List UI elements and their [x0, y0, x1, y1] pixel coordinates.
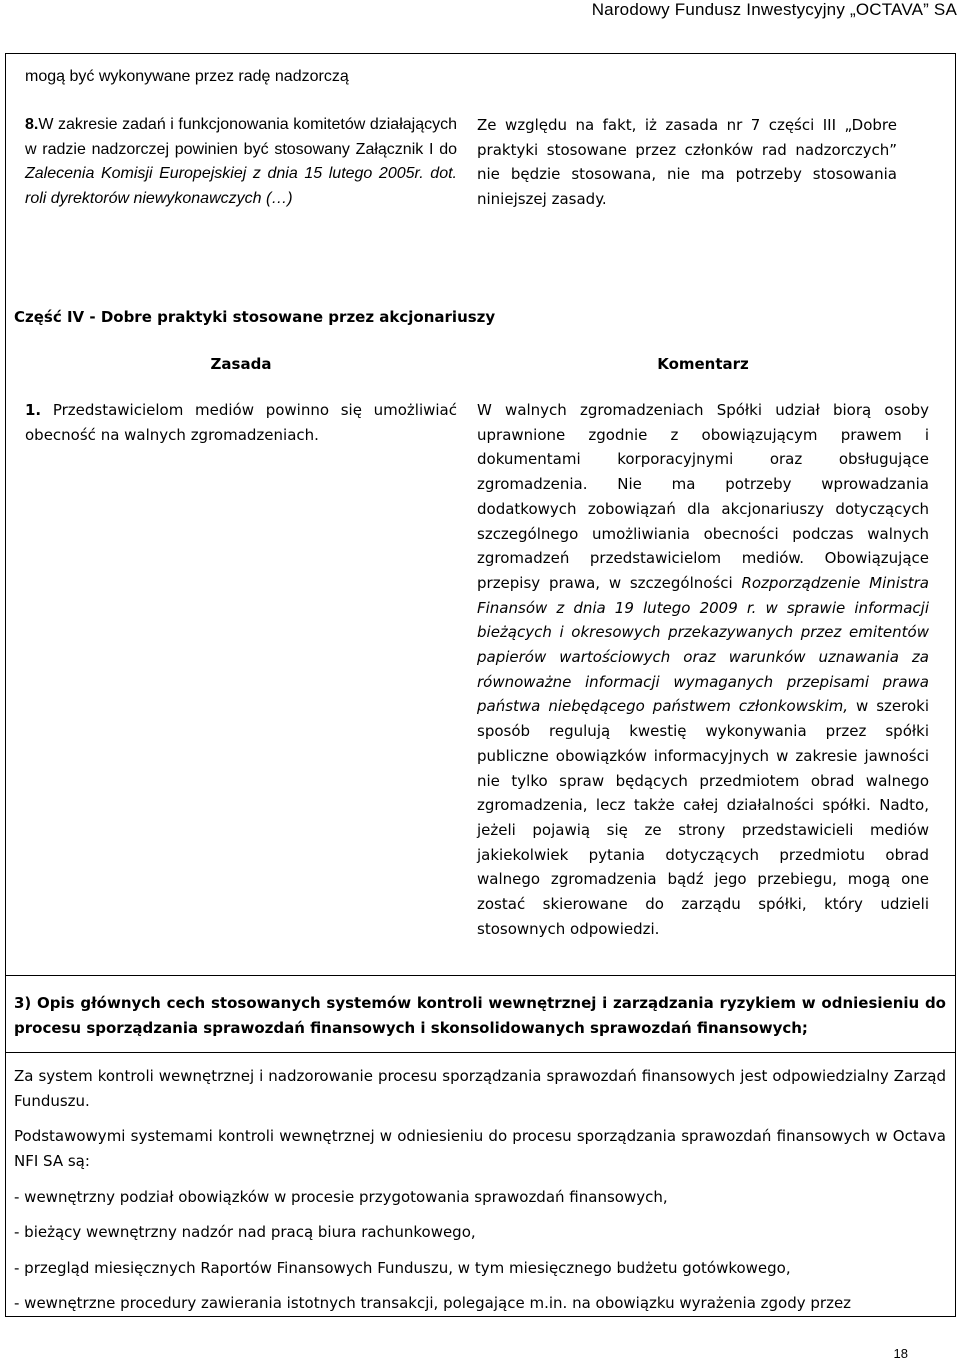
rule-8-number: 8.	[25, 116, 39, 133]
rule-1-text	[25, 398, 457, 447]
bullet-item: - bieżący wewnętrzny nadzór nad pracą biura rachunkowego,	[14, 1223, 476, 1241]
comment-part-4: w szeroki sposób regulują kwestię wykonywania przez spółki publiczne obowiązków informacyjnych w zakresie jawności nie tylko spraw będących przedmiotem obrad walnego zgromadzenia, lecz także całej działalności spółki. Nadto, jeżeli pojawią się ze strony przedstawicieli mediów jakiekolwiek pytania dotyczących przedmiotu obrad walnego zgromadzenia bądź jego przebiegu, mogą one zostać skierowane do zarządu spółki, który udzieli stosownych odpowiedzi.	[477, 697, 929, 938]
section-3-heading: 3) Opis głównych cech stosowanych systemów kontroli wewnętrznej i zarządzania ryzykiem w odniesieniu do procesu sporządzania sprawozdań finansowych i skonsolidowanych sprawozdań finansowych;	[14, 994, 946, 1037]
comment-part-1: W walnych zgromadzeniach Spółki udział biorą osoby uprawnione zgodnie z obowiązującym prawem i dokumentami korporacyjnymi oraz obsługujące zgromadzenia. Nie ma potrzeby wprowadzania dodatkowych zobowiązań dla akcjonariuszy dotyczących szczególnego umożliwiania obecności podczas walnych zgromadzeń przedstawicielom mediów. Obowiązujące przepisy prawa, w szczególności	[477, 401, 929, 592]
rule-1-comment	[477, 398, 929, 941]
bullet-item: - przegląd miesięcznych Raportów Finansowych Funduszu, w tym miesięcznego budżetu gotówkowego,	[14, 1259, 791, 1277]
comment-part-2: Rozporządzenie Ministra Finansów z dnia 19 lutego 2009 r.	[477, 573, 929, 617]
column-head-komentarz: Komentarz	[657, 355, 749, 373]
section-divider	[5, 975, 956, 976]
page-header: Narodowy Fundusz Inwestycyjny „OCTAVA” SA	[591, 0, 957, 19]
page-number: 18	[893, 1346, 908, 1361]
comment-part-3: w sprawie informacji bieżących i okresowych przekazywanych przez emitentów papierów wartościowych oraz warunków uznawania za równoważne informacji wymaganych przepisami prawa państwa niebędącego państwem członkowskim,	[477, 598, 930, 716]
bullet-item: - wewnętrzne procedury zawierania istotnych transakcji, polegające m.in. na obowiązku wyrażenia zgody przez	[14, 1294, 852, 1312]
part-4-heading: Część IV - Dobre praktyki stosowane przez akcjonariuszy	[14, 308, 496, 326]
rule-8-text-a: W zakresie zadań i funkcjonowania komitetów działających w radzie nadzorczej powinien być stosowany Załącznik I do	[25, 116, 457, 158]
rule-1-number: 1.	[25, 401, 42, 419]
rule-8-text-b: Zalecenia Komisji Europejskiej z dnia 15 lutego 2005r. dot. roli dyrektorów niewykonawczych (…)	[25, 165, 457, 208]
rule-8-text	[25, 113, 457, 212]
section-3-para-1: Za system kontroli wewnętrznej i nadzorowanie procesu sporządzania sprawozdań finansowych jest odpowiedzialny Zarząd Funduszu.	[14, 1067, 946, 1110]
column-head-zasada: Zasada	[210, 355, 272, 373]
bullet-item: - wewnętrzny podział obowiązków w procesie przygotowania sprawozdań finansowych,	[14, 1188, 668, 1206]
rule-1-body: Przedstawicielom mediów powinno się umożliwiać obecność na walnych zgromadzeniach.	[25, 401, 457, 444]
section-divider	[5, 1052, 956, 1053]
intro-line: mogą być wykonywane przez radę nadzorczą	[25, 68, 349, 85]
rule-8-comment: Ze względu na fakt, iż zasada nr 7 części III „Dobre praktyki stosowane przez członków rad nadzorczych” nie będzie stosowana, nie ma potrzeby stosowania niniejszej zasady.	[477, 116, 897, 209]
section-3-para-2: Podstawowymi systemami kontroli wewnętrznej w odniesieniu do procesu sporządzania sprawozdań finansowych w Octava NFI SA są:	[14, 1127, 946, 1170]
